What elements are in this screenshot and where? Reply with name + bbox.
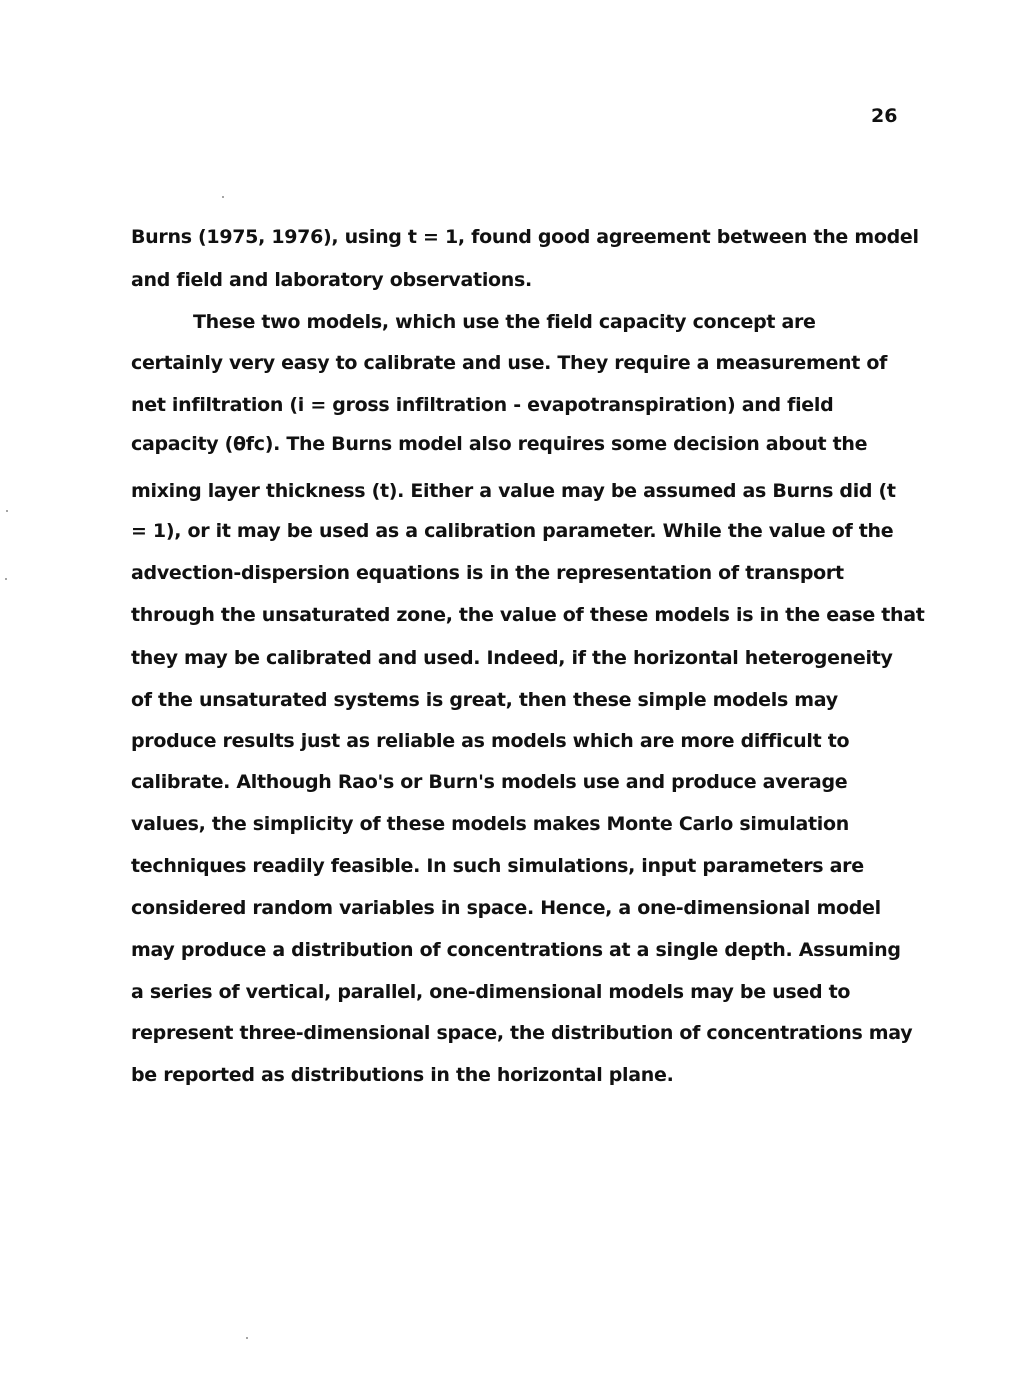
text-line: values, the simplicity of these models makes Monte Carlo simulation: [131, 813, 849, 835]
text-line: considered random variables in space. Hence, a one-dimensional model: [131, 897, 881, 919]
text-line: net infiltration (i = gross infiltration - evapotranspiration) and field: [131, 394, 834, 416]
text-line: calibrate. Although Rao's or Burn's models use and produce average: [131, 771, 848, 793]
text-line: they may be calibrated and used. Indeed, if the horizontal heterogeneity: [131, 647, 893, 669]
text-line: may produce a distribution of concentrations at a single depth. Assuming: [131, 939, 901, 961]
scan-speck: [6, 510, 8, 512]
text-line: through the unsaturated zone, the value of these models is in the ease that: [131, 604, 925, 626]
text-line: a series of vertical, parallel, one-dimensional models may be used to: [131, 981, 851, 1003]
text-line: be reported as distributions in the horizontal plane.: [131, 1064, 674, 1086]
scan-speck: [222, 196, 224, 198]
text-line: produce results just as reliable as models which are more difficult to: [131, 730, 850, 752]
text-line: certainly very easy to calibrate and use. They require a measurement of: [131, 352, 888, 374]
text-line: advection-dispersion equations is in the representation of transport: [131, 562, 844, 584]
scan-speck: [5, 578, 7, 580]
scan-speck: [246, 1337, 248, 1339]
text-line: represent three-dimensional space, the distribution of concentrations may: [131, 1022, 913, 1044]
text-line: techniques readily feasible. In such simulations, input parameters are: [131, 855, 864, 877]
page-number: 26: [871, 105, 898, 127]
text-line: capacity (θfc). The Burns model also requires some decision about the: [131, 433, 868, 455]
text-line: = 1), or it may be used as a calibration parameter. While the value of the: [131, 520, 894, 542]
text-line: These two models, which use the field capacity concept are: [193, 311, 816, 333]
text-line: Burns (1975, 1976), using t = 1, found good agreement between the model: [131, 226, 919, 248]
text-line: and field and laboratory observations.: [131, 269, 532, 291]
text-line: mixing layer thickness (t). Either a value may be assumed as Burns did (t: [131, 480, 896, 502]
text-line: of the unsaturated systems is great, then these simple models may: [131, 689, 838, 711]
